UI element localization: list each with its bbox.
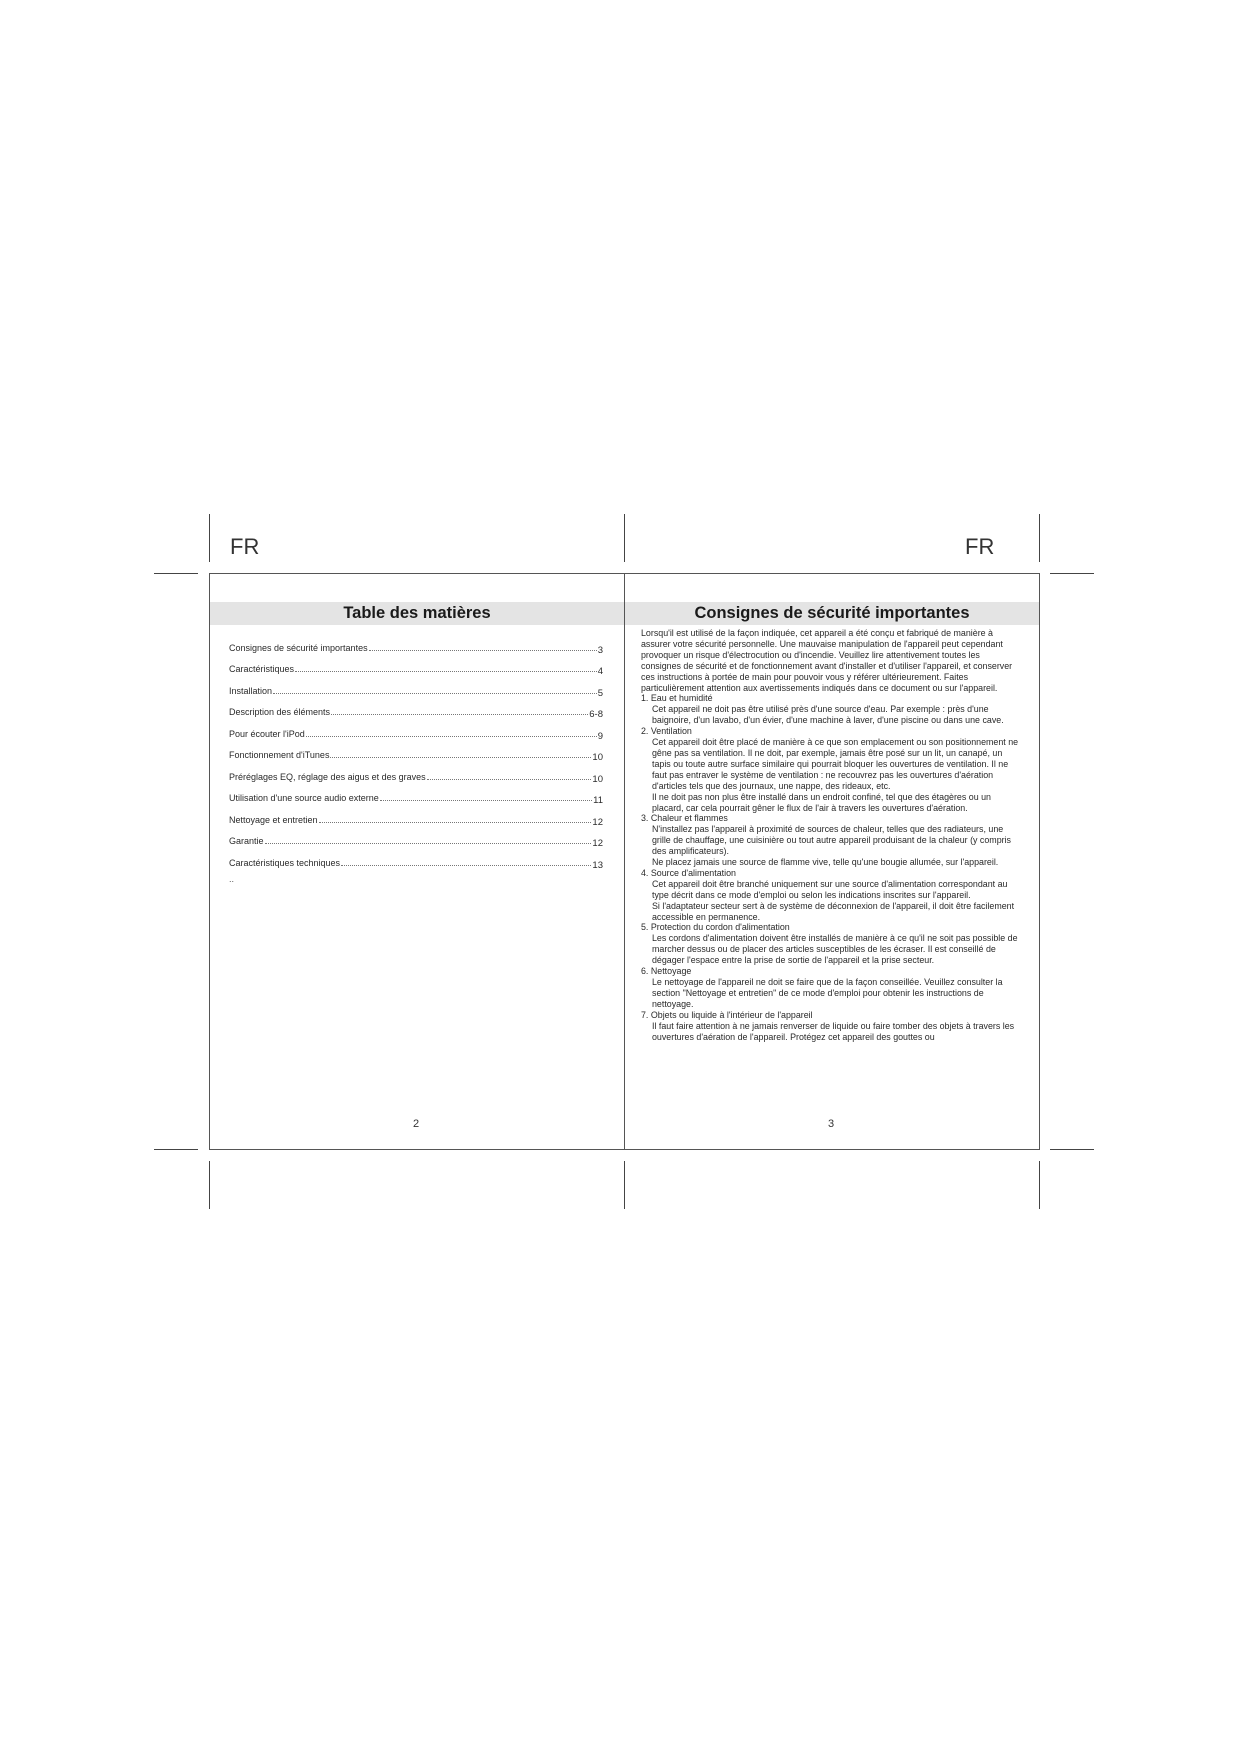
safety-item-paragraph: Cet appareil ne doit pas être utilisé près d'une source d'eau. Par exemple : près d'une baignoire, d'un lavabo, d'un évier, d'une machine à laver, d'une piscine ou dans une cave. bbox=[652, 704, 1004, 726]
crop-mark bbox=[1039, 1161, 1040, 1209]
safety-item bbox=[641, 922, 1021, 966]
toc-leader-dots bbox=[331, 714, 588, 715]
safety-item-heading: 3. Chaleur et flammes bbox=[641, 813, 728, 824]
toc-entry bbox=[229, 803, 603, 828]
toc-entry bbox=[229, 782, 603, 804]
safety-item-body bbox=[641, 824, 1021, 868]
safety-item-paragraph: Il ne doit pas non plus être installé dans un endroit confiné, tel que des étagères ou un placard, car cela pourrait gêner le flux de l'air à travers les ouvertures d'aération. bbox=[652, 791, 991, 813]
safety-item-paragraph: Si l'adaptateur secteur sert à de système de déconnexion de l'appareil, il doit être facilement accessible en permanence. bbox=[652, 900, 1015, 922]
safety-item bbox=[641, 966, 1021, 1010]
toc-entry-page: 6-8 bbox=[589, 709, 603, 720]
safety-item-body bbox=[641, 933, 1021, 966]
crop-mark bbox=[154, 1149, 198, 1150]
toc-entry-page: 5 bbox=[597, 687, 603, 699]
crop-mark bbox=[1050, 573, 1094, 574]
toc-entry bbox=[229, 825, 603, 847]
safety-item-heading: 5. Protection du cordon d'alimentation bbox=[641, 922, 790, 933]
safety-item-paragraph: Cet appareil doit être placé de manière à ce que son emplacement ou son positionnement ne gêne pas sa ventilation. Il ne doit, par exemple, jamais être posé sur un lit, un canapé, un tapis ou toute autre surface similaire qui pourrait bloquer les ouvertures de ventilation. Il ne faut pas entraver le système de ventilation : ne recouvrez pas les ouvertures d'aération d'articles tels que des journaux, une nappe, des rideaux, etc. bbox=[652, 737, 1019, 791]
toc-leader-dots bbox=[319, 822, 592, 823]
toc-entry-label: Consignes de sécurité importantes bbox=[229, 642, 368, 653]
toc-entry-label: Utilisation d'une source audio externe bbox=[229, 793, 379, 803]
crop-mark bbox=[624, 1161, 625, 1209]
toc-entry bbox=[229, 717, 603, 742]
toc-entry-label: Caractéristiques bbox=[229, 664, 295, 674]
crop-mark bbox=[209, 514, 210, 562]
toc-entry-page: 10 bbox=[592, 752, 603, 763]
safety-items bbox=[641, 693, 1021, 1042]
safety-item-heading: 4. Source d'alimentation bbox=[641, 867, 736, 878]
toc-entry bbox=[229, 674, 603, 699]
toc-entry-page: 4 bbox=[597, 666, 603, 677]
toc-entry-label: Caractéristiques techniques bbox=[229, 857, 341, 868]
safety-item-body bbox=[641, 737, 1021, 813]
crop-mark bbox=[624, 514, 625, 562]
toc-leader-dots bbox=[341, 865, 591, 866]
toc-leader-dots bbox=[265, 843, 592, 844]
left-lang-label: FR bbox=[230, 534, 260, 559]
toc-entry bbox=[229, 696, 603, 718]
right-page-number: 3 bbox=[828, 1118, 835, 1130]
right-lang-label: FR bbox=[965, 534, 995, 559]
safety-item bbox=[641, 693, 1021, 726]
toc-list bbox=[229, 631, 603, 871]
safety-item-paragraph: Cet appareil doit être branché uniquement sur une source d'alimentation correspondant au type décrit dans ce mode d'emploi ou selon les indications inscrites sur l'appareil. bbox=[652, 878, 1008, 900]
toc-entry bbox=[229, 739, 603, 761]
safety-item bbox=[641, 1010, 1021, 1043]
toc-entry bbox=[229, 846, 603, 871]
safety-item-body bbox=[641, 1021, 1021, 1043]
toc-leader-dots bbox=[330, 757, 591, 758]
toc-leader-dots bbox=[273, 693, 597, 694]
safety-item-heading: 6. Nettoyage bbox=[641, 966, 692, 977]
safety-item-paragraph: Les cordons d'alimentation doivent être installés de manière à ce qu'il ne soit pas possible de marcher dessus ou de placer des articles susceptibles de les écraser. Il est conseillé de dégager l'espace entre la prise de sortie de l'appareil et la prise secteur. bbox=[652, 933, 1018, 966]
toc-entry-label: Garantie bbox=[229, 836, 264, 846]
left-page-number: 2 bbox=[413, 1118, 420, 1130]
toc-entry bbox=[229, 760, 603, 785]
toc-entry bbox=[229, 631, 603, 656]
safety-item-heading: 7. Objets ou liquide à l'intérieur de l'appareil bbox=[641, 1009, 813, 1020]
toc-entry-label: Description des éléments bbox=[229, 707, 331, 717]
toc-entry-page: 13 bbox=[592, 859, 603, 871]
toc-leader-dots bbox=[427, 779, 592, 780]
crop-mark bbox=[1050, 1149, 1094, 1150]
toc-entry-label: Fonctionnement d'iTunes bbox=[229, 750, 330, 760]
safety-item-heading: 1. Eau et humidité bbox=[641, 693, 713, 704]
toc-entry bbox=[229, 653, 603, 675]
toc-leader-dots bbox=[295, 671, 597, 672]
safety-item-body bbox=[641, 704, 1021, 726]
safety-item-paragraph: Il faut faire attention à ne jamais renverser de liquide ou faire tomber des objets à travers les ouvertures d'aération de l'appareil. Protégez cet appareil des gouttes ou bbox=[652, 1020, 1015, 1042]
toc-entry-page: 11 bbox=[593, 795, 603, 806]
safety-item-paragraph: Le nettoyage de l'appareil ne doit se faire que de la façon conseillée. Veuillez consulter la section "Nettoyage et entretien" de ce mode d'emploi pour obtenir les instructions de nettoyage. bbox=[652, 977, 1003, 1009]
safety-item bbox=[641, 813, 1021, 868]
toc-entry-label: Installation bbox=[229, 685, 273, 696]
toc-entry-label: Préréglages EQ, réglage des aigus et des graves bbox=[229, 771, 426, 782]
toc-entry-page: 12 bbox=[592, 816, 603, 828]
crop-mark bbox=[209, 1161, 210, 1209]
toc-leader-dots bbox=[369, 650, 597, 651]
toc-extra-mark: .. bbox=[229, 873, 235, 884]
safety-item-body bbox=[641, 977, 1021, 1010]
safety-item-paragraph: N'installez pas l'appareil à proximité de sources de chaleur, telles que des radiateurs, une grille de chauffage, une cuisinière ou tout autre appareil produisant de la chaleur (y compris des amplificateurs). bbox=[652, 824, 1011, 857]
toc-entry-label: Nettoyage et entretien bbox=[229, 814, 318, 825]
toc-leader-dots bbox=[306, 736, 597, 737]
toc-entry-page: 10 bbox=[592, 773, 603, 785]
safety-item bbox=[641, 726, 1021, 813]
safety-item bbox=[641, 868, 1021, 923]
toc-entry-page: 12 bbox=[592, 838, 603, 849]
safety-item-paragraph: Ne placez jamais une source de flamme vive, telle qu'une bougie allumée, sur l'appareil. bbox=[652, 857, 999, 868]
toc-entry-page: 9 bbox=[597, 730, 603, 742]
safety-intro: Lorsqu'il est utilisé de la façon indiquée, cet appareil a été conçu et fabriqué de manière à assurer votre sécurité personnelle. Une mauvaise manipulation de l'appareil peut cependant provoquer un risque d'électrocution ou d'incendie. Veuillez lire attentivement toutes les consignes de sécurité et de fonctionnement avant d'installer et d'utiliser l'appareil, et conserver ces instructions à portée de main pour pouvoir vous y référer ultérieurement. Faites particulièrement attention aux avertissements indiqués dans ce document ou sur l'appareil. bbox=[641, 628, 1013, 693]
toc-title: Table des matières bbox=[343, 604, 491, 622]
toc-entry-label: Pour écouter l'iPod bbox=[229, 728, 305, 739]
safety-item-heading: 2. Ventilation bbox=[641, 726, 692, 737]
crop-mark bbox=[154, 573, 198, 574]
safety-item-body bbox=[641, 879, 1021, 923]
crop-mark bbox=[1039, 514, 1040, 562]
toc-leader-dots bbox=[380, 800, 592, 801]
safety-title: Consignes de sécurité importantes bbox=[694, 604, 970, 622]
toc-entry-page: 3 bbox=[597, 644, 603, 656]
safety-instructions bbox=[641, 628, 1021, 1042]
table-of-contents bbox=[229, 631, 603, 884]
